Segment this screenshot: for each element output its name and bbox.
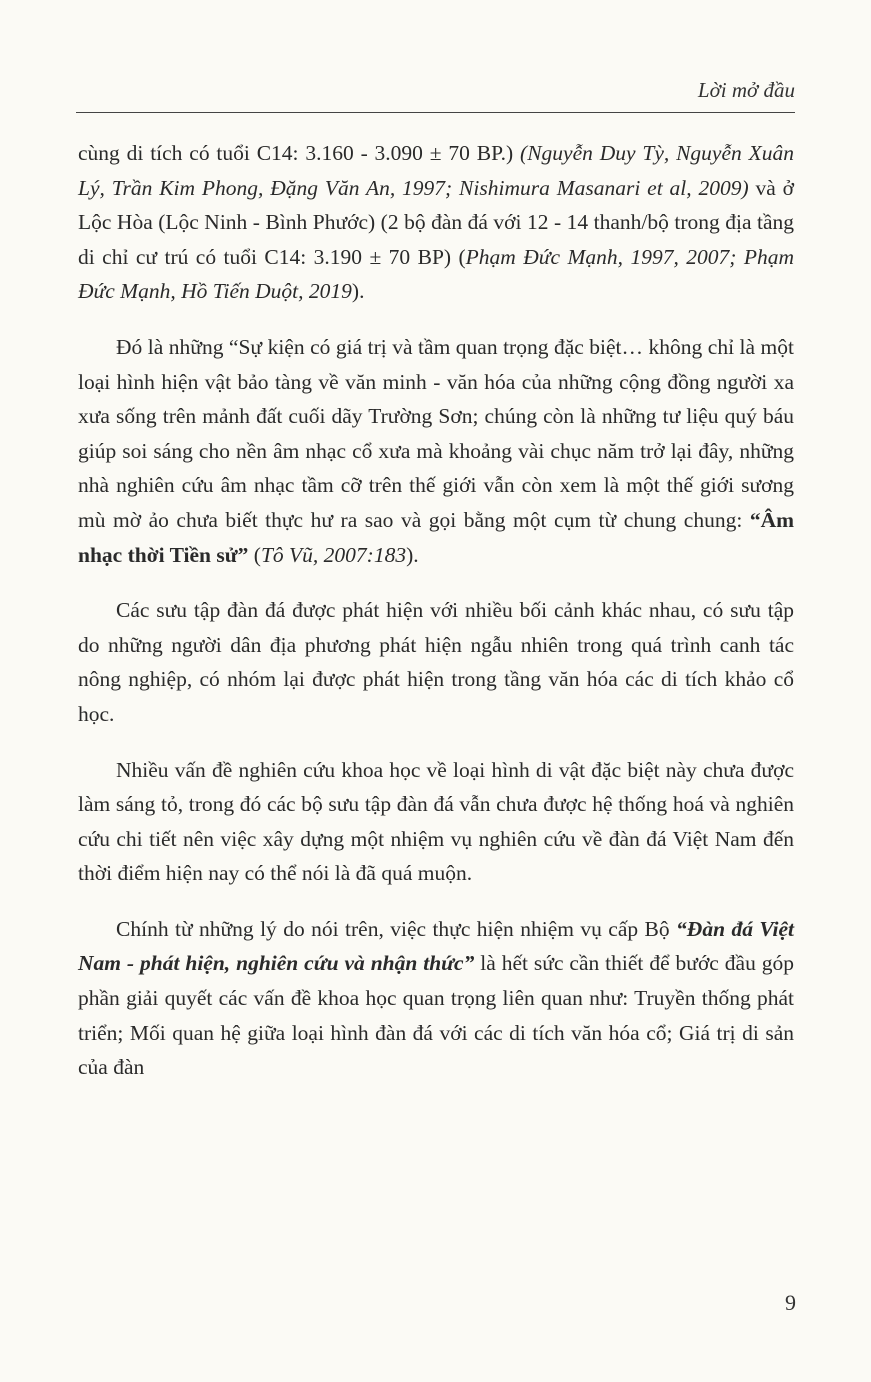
paragraph-5 <box>78 912 794 1085</box>
paragraph-2 <box>78 330 794 572</box>
citation: (Nguyễn Duy Tỳ, Nguyễn Xuân Lý, Trần Kim Phong, Đặng Văn An, 1997; Nishimura Masanari et al, 2009) <box>78 141 794 200</box>
text-run: Chính từ những lý do nói trên, việc thực hiện nhiệm vụ cấp Bộ <box>116 916 677 941</box>
paragraph-4 <box>78 753 794 891</box>
paragraph-3 <box>78 593 794 731</box>
text-run: ). <box>351 279 365 304</box>
quoted-title: “Âm nhạc thời Tiền sử” <box>78 507 794 567</box>
text-run: ( <box>248 542 261 567</box>
text-run: cùng di tích có tuổi C14: 3.160 - 3.090 ± 70 BP.) <box>78 141 521 165</box>
chapter-title: Lời mở đầu <box>697 78 795 102</box>
running-header <box>76 78 795 103</box>
project-title: “Đàn đá Việt Nam - phát hiện, nghiên cứu và nhận thức” <box>78 916 795 976</box>
text-run: Đó là những “Sự kiện có giá trị và tầm quan trọng đặc biệt… không chỉ là một loại hình hiện vật bảo tàng về văn minh - văn hóa của những cộng đồng người xa xưa sống trên mảnh đất cuối dãy Trường Sơn; chúng còn là những tư liệu quý báu giúp soi sáng cho nền âm nhạc cổ xưa mà khoảng vài chục năm trở lại đây, những nhà nghiên cứu âm nhạc tầm cỡ trên thế giới vẫn còn xem là một thế giới sương mù mờ ảo chưa biết thực hư ra sao và gọi bằng một cụm từ chung chung: <box>78 334 794 532</box>
text-run: Các sưu tập đàn đá được phát hiện với nhiều bối cảnh khác nhau, có sưu tập do những người dân địa phương phát hiện ngẫu nhiên trong quá trình canh tác nông nghiệp, có nhóm lại được phát hiện trong tầng văn hóa các di tích khảo cổ học. <box>78 598 794 726</box>
citation: Tô Vũ, 2007:183 <box>260 542 407 567</box>
text-run: ). <box>406 542 419 567</box>
body-text <box>78 136 794 1106</box>
text-run: Nhiều vấn đề nghiên cứu khoa học về loại hình di vật đặc biệt này chưa được làm sáng tỏ, trong đó các bộ sưu tập đàn đá vẫn chưa được hệ thống hoá và nghiên cứu chi tiết nên việc xây dựng một nhiệm vụ nghiên cứu về đàn đá Việt Nam đến thời điểm hiện nay có thể nói là đã quá muộn. <box>78 757 794 886</box>
text-run: là hết sức cần thiết để bước đầu góp phần giải quyết các vấn đề khoa học quan trọng liên quan như: Truyền thống phát triển; Mối quan hệ giữa loại hình đàn đá với các di tích văn hóa cổ; Giá trị di sản của đàn <box>78 951 794 1080</box>
page-number: 9 <box>785 1290 796 1315</box>
header-rule <box>76 112 795 113</box>
text-run: và ở Lộc Hòa (Lộc Ninh - Bình Phước) (2 bộ đàn đá với 12 - 14 thanh/bộ trong địa tầng di chỉ cư trú có tuổi C14: 3.190 ± 70 BP) ( <box>78 175 794 269</box>
citation: Phạm Đức Mạnh, 1997, 2007; Phạm Đức Mạnh, Hồ Tiến Duột, 2019 <box>78 244 794 304</box>
paragraph-1 <box>78 136 794 309</box>
